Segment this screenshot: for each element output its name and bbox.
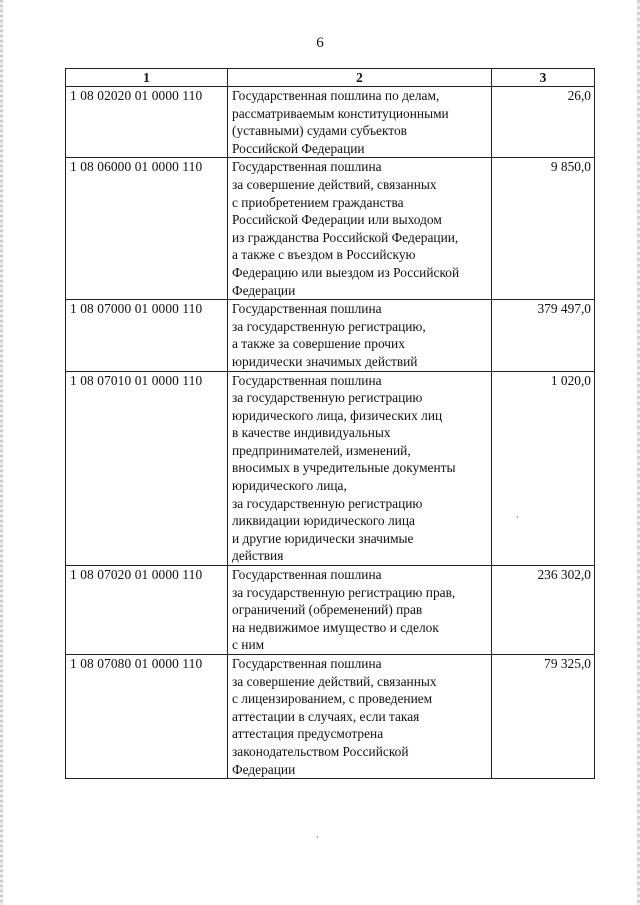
column-header-code: 1 xyxy=(66,69,228,87)
table-row xyxy=(66,371,595,566)
revenue-name-line: на недвижимое имущество и сделок xyxy=(232,619,439,635)
table-header-row xyxy=(66,69,595,87)
revenue-name-line: с лицензированием, с проведением xyxy=(232,691,433,707)
revenue-name-line: Государственная пошлина xyxy=(232,567,382,583)
revenue-name-line: действия xyxy=(232,548,284,564)
revenue-name xyxy=(228,158,492,300)
table-row xyxy=(66,566,595,655)
revenue-name-line: Федерации xyxy=(232,761,296,777)
table-row xyxy=(66,655,595,779)
revenue-name-line: Государственная пошлина xyxy=(232,301,382,317)
revenue-name-line: Государственная пошлина по делам, xyxy=(232,88,440,103)
revenue-name-line: за государственную регистрацию xyxy=(232,390,423,406)
revenue-name xyxy=(228,87,492,158)
column-header-name: 2 xyxy=(228,69,492,87)
table-row xyxy=(66,87,595,158)
revenue-amount: 79 325,0 xyxy=(492,655,595,779)
budget-classification-code: 1 08 07010 01 0000 110 xyxy=(66,371,228,566)
revenue-name-line: а также с въездом в Российскую xyxy=(232,247,416,263)
revenue-name-line: с приобретением гражданства xyxy=(232,194,404,210)
revenue-name-line: за государственную регистрацию xyxy=(232,495,423,511)
revenue-amount: 26,0 xyxy=(492,87,595,158)
revenue-name-line: Федерацию или выездом из Российской xyxy=(232,264,460,280)
revenue-amount: 379 497,0 xyxy=(492,300,595,371)
revenue-name-line: вносимых в учредительные документы xyxy=(232,460,456,476)
revenue-name-line: Федерации xyxy=(232,282,296,298)
revenue-name-line: из гражданства Российской Федерации, xyxy=(232,229,459,245)
revenue-name-line: аттестации в случаях, если такая xyxy=(232,708,420,724)
scan-speck xyxy=(317,836,318,838)
revenue-name-line: за совершение действий, связанных xyxy=(232,176,437,192)
fees-table xyxy=(65,68,595,779)
revenue-name-line: (уставными) судами субъектов xyxy=(232,123,408,139)
revenue-name-line: Российской Федерации xyxy=(232,140,365,156)
revenue-name xyxy=(228,566,492,655)
revenue-name xyxy=(228,655,492,779)
table-row xyxy=(66,158,595,300)
revenue-name-line: ограничений (обременений) прав xyxy=(232,602,423,618)
revenue-amount: 9 850,0 xyxy=(492,158,595,300)
revenue-name xyxy=(228,371,492,566)
revenue-name-line: юридического лица, xyxy=(232,478,347,494)
revenue-name-line: юридически значимых действий xyxy=(232,353,418,369)
revenue-name-line: ликвидации юридического лица xyxy=(232,513,415,529)
revenue-name-line: Государственная пошлина xyxy=(232,372,382,388)
revenue-name-line: в качестве индивидуальных xyxy=(232,425,391,441)
revenue-name-line: рассматриваемым конституционными xyxy=(232,105,449,121)
revenue-name-line: за государственную регистрацию прав, xyxy=(232,584,456,600)
revenue-name-line: а также за совершение прочих xyxy=(232,336,405,352)
revenue-name-line: законодательством Российской xyxy=(232,743,409,759)
page-number: 6 xyxy=(316,35,324,51)
table-body xyxy=(66,87,595,779)
budget-classification-code: 1 08 02020 01 0000 110 xyxy=(66,87,228,158)
budget-classification-code: 1 08 07080 01 0000 110 xyxy=(66,655,228,779)
revenue-name-line: с ним xyxy=(232,637,265,653)
revenue-name-line: и другие юридически значимые xyxy=(232,530,414,546)
revenue-name-line: предпринимателей, изменений, xyxy=(232,442,411,458)
budget-classification-code: 1 08 06000 01 0000 110 xyxy=(66,158,228,300)
revenue-name-line: Государственная пошлина xyxy=(232,159,382,175)
revenue-name-line: за совершение действий, связанных xyxy=(232,673,437,689)
revenue-name-line: Российской Федерации или выходом xyxy=(232,212,442,228)
revenue-name-line: Государственная пошлина xyxy=(232,656,382,671)
column-header-amount: 3 xyxy=(492,69,595,87)
scan-speck xyxy=(517,516,518,518)
budget-classification-code: 1 08 07000 01 0000 110 xyxy=(66,300,228,371)
budget-classification-code: 1 08 07020 01 0000 110 xyxy=(66,566,228,655)
revenue-amount: 236 302,0 xyxy=(492,566,595,655)
revenue-name-line: аттестация предусмотрена xyxy=(232,726,384,742)
revenue-name xyxy=(228,300,492,371)
revenue-name-line: за государственную регистрацию, xyxy=(232,318,426,334)
revenue-amount: 1 020,0 xyxy=(492,371,595,566)
scan-edge-left xyxy=(0,0,3,905)
table-row xyxy=(66,300,595,371)
revenue-name-line: юридического лица, физических лиц xyxy=(232,407,443,423)
